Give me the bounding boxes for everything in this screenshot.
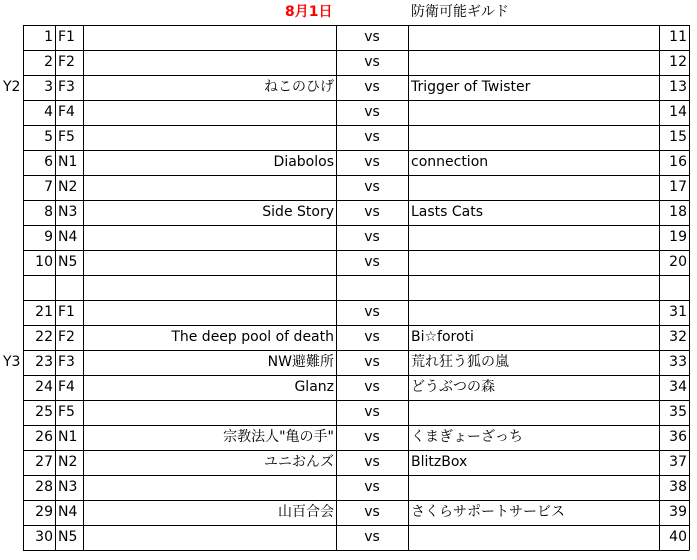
cell-right: さくらサポートサービス bbox=[411, 504, 565, 520]
cell-pair: 18 bbox=[669, 204, 687, 220]
cell-left bbox=[83, 175, 336, 200]
cell-pair: 16 bbox=[669, 154, 687, 170]
cell-pair: 17 bbox=[669, 179, 687, 195]
cell-num: 9 bbox=[44, 229, 53, 245]
cell-left bbox=[83, 125, 336, 150]
cell-left: Glanz bbox=[294, 379, 334, 395]
cell-num: 23 bbox=[35, 354, 53, 370]
cell-slot: N3 bbox=[58, 479, 78, 495]
cell-slot: F3 bbox=[58, 354, 75, 370]
cell-pair: 13 bbox=[669, 79, 687, 95]
cell-pair: 32 bbox=[669, 329, 687, 345]
cell-left: The deep pool of death bbox=[171, 329, 334, 345]
cell-right: どうぶつの森 bbox=[411, 379, 495, 395]
cell-slot: N5 bbox=[58, 254, 78, 270]
cell-num: 8 bbox=[44, 204, 53, 220]
group-label-y2: Y2 bbox=[3, 79, 21, 95]
cell-slot: N2 bbox=[58, 454, 78, 470]
cell-right bbox=[408, 25, 659, 50]
cell-slot: N3 bbox=[58, 204, 78, 220]
cell-num: 7 bbox=[44, 179, 53, 195]
cell-vs: vs bbox=[364, 229, 380, 245]
cell-vs: vs bbox=[364, 179, 380, 195]
cell-vs: vs bbox=[364, 79, 380, 95]
cell-vs: vs bbox=[364, 404, 380, 420]
cell-left bbox=[83, 250, 336, 275]
cell-right: Trigger of Twister bbox=[411, 79, 531, 95]
cell-slot: F1 bbox=[58, 29, 75, 45]
cell-right: Bi☆foroti bbox=[411, 329, 474, 345]
cell-right bbox=[408, 525, 659, 550]
cell-vs: vs bbox=[364, 29, 380, 45]
cell-slot: N4 bbox=[58, 504, 78, 520]
cell-right: BlitzBox bbox=[411, 454, 468, 470]
cell-right bbox=[408, 250, 659, 275]
cell-pair: 14 bbox=[669, 104, 687, 120]
cell-vs: vs bbox=[364, 479, 380, 495]
cell-left bbox=[83, 525, 336, 550]
cell-num: 3 bbox=[44, 79, 53, 95]
cell-right: connection bbox=[411, 154, 489, 170]
cell-slot: F3 bbox=[58, 79, 75, 95]
cell-slot: F5 bbox=[58, 129, 75, 145]
cell-slot: N1 bbox=[58, 154, 78, 170]
cell-slot: N1 bbox=[58, 429, 78, 445]
cell-left: NW避難所 bbox=[267, 354, 334, 370]
cell-right bbox=[408, 400, 659, 425]
cell-left: ねこのひげ bbox=[264, 79, 334, 95]
cell-right bbox=[408, 100, 659, 125]
cell-vs: vs bbox=[364, 379, 380, 395]
cell-right bbox=[408, 175, 659, 200]
cell-vs: vs bbox=[364, 129, 380, 145]
cell-vs: vs bbox=[364, 304, 380, 320]
cell-pair: 39 bbox=[669, 504, 687, 520]
cell-vs: vs bbox=[364, 329, 380, 345]
cell-num: 22 bbox=[35, 329, 53, 345]
cell-right bbox=[408, 125, 659, 150]
cell-slot: F5 bbox=[58, 404, 75, 420]
cell-left bbox=[83, 475, 336, 500]
cell-pair: 34 bbox=[669, 379, 687, 395]
cell-left bbox=[83, 225, 336, 250]
cell-num: 2 bbox=[44, 54, 53, 70]
cell-num: 24 bbox=[35, 379, 53, 395]
cell-vs: vs bbox=[364, 104, 380, 120]
cell-left: ユニおんズ bbox=[264, 454, 334, 470]
cell-left: 宗教法人"亀の手" bbox=[223, 429, 334, 445]
cell-slot: F1 bbox=[58, 304, 75, 320]
cell-vs: vs bbox=[364, 54, 380, 70]
cell-left: 山百合会 bbox=[278, 504, 334, 520]
cell-pair: 36 bbox=[669, 429, 687, 445]
cell-slot: N5 bbox=[58, 529, 78, 545]
cell-right bbox=[408, 300, 659, 325]
cell-num: 27 bbox=[35, 454, 53, 470]
cell-pair: 19 bbox=[669, 229, 687, 245]
cell-right: 荒れ狂う狐の嵐 bbox=[411, 354, 509, 370]
cell-num: 10 bbox=[35, 254, 53, 270]
cell-pair: 33 bbox=[669, 354, 687, 370]
cell-pair: 37 bbox=[669, 454, 687, 470]
cell-num: 4 bbox=[44, 104, 53, 120]
cell-num: 5 bbox=[44, 129, 53, 145]
cell-right: Lasts Cats bbox=[411, 204, 484, 220]
cell-pair: 20 bbox=[669, 254, 687, 270]
group-label-y3: Y3 bbox=[3, 354, 21, 370]
cell-num: 21 bbox=[35, 304, 53, 320]
cell-vs: vs bbox=[364, 429, 380, 445]
cell-pair: 11 bbox=[669, 29, 687, 45]
cell-vs: vs bbox=[364, 529, 380, 545]
cell-right bbox=[408, 225, 659, 250]
cell-slot: F2 bbox=[58, 329, 75, 345]
cell-vs: vs bbox=[364, 204, 380, 220]
defensible-guild-label: 防衛可能ギルド bbox=[411, 4, 509, 20]
cell-num: 29 bbox=[35, 504, 53, 520]
cell-slot: N2 bbox=[58, 179, 78, 195]
cell-pair: 12 bbox=[669, 54, 687, 70]
cell-pair: 35 bbox=[669, 404, 687, 420]
cell-left bbox=[83, 50, 336, 75]
cell-num: 28 bbox=[35, 479, 53, 495]
cell-pair: 40 bbox=[669, 529, 687, 545]
cell-left bbox=[83, 400, 336, 425]
cell-vs: vs bbox=[364, 254, 380, 270]
cell-num: 1 bbox=[44, 29, 53, 45]
cell-slot: F4 bbox=[58, 104, 75, 120]
cell-left: Side Story bbox=[262, 204, 334, 220]
cell-num: 30 bbox=[35, 529, 53, 545]
cell-slot: N4 bbox=[58, 229, 78, 245]
cell-pair: 38 bbox=[669, 479, 687, 495]
cell-num: 25 bbox=[35, 404, 53, 420]
cell-right bbox=[408, 475, 659, 500]
cell-vs: vs bbox=[364, 154, 380, 170]
cell-left bbox=[83, 300, 336, 325]
cell-left: Diabolos bbox=[273, 154, 334, 170]
cell-num: 26 bbox=[35, 429, 53, 445]
cell-pair: 31 bbox=[669, 304, 687, 320]
schedule-date: 8月1日 bbox=[285, 4, 333, 20]
cell-left bbox=[83, 100, 336, 125]
cell-pair: 15 bbox=[669, 129, 687, 145]
cell-right bbox=[408, 50, 659, 75]
cell-left bbox=[83, 25, 336, 50]
cell-vs: vs bbox=[364, 454, 380, 470]
cell-right: くまぎょーざっち bbox=[411, 429, 523, 445]
cell-vs: vs bbox=[364, 504, 380, 520]
cell-slot: F4 bbox=[58, 379, 75, 395]
cell-vs: vs bbox=[364, 354, 380, 370]
cell-num: 6 bbox=[44, 154, 53, 170]
cell-slot: F2 bbox=[58, 54, 75, 70]
